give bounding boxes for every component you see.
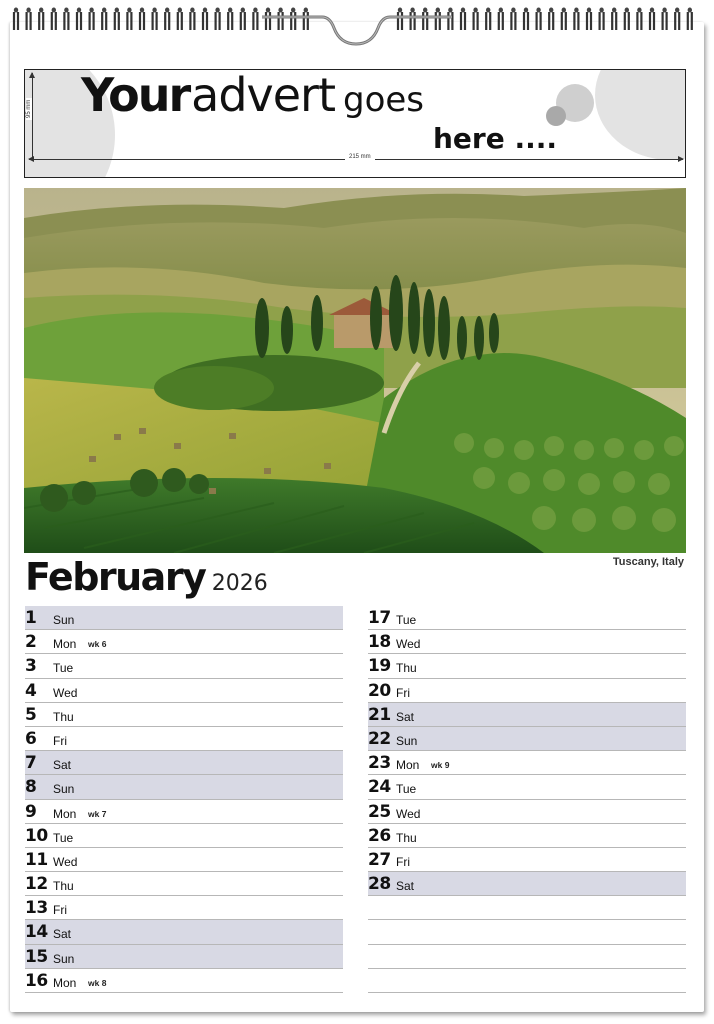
- landscape-photo: [24, 188, 686, 553]
- advert-word-here: here ....: [433, 122, 558, 155]
- height-dimension-line: [32, 73, 33, 159]
- day-row: [368, 654, 686, 678]
- day-row: [25, 775, 343, 799]
- weekday-name: Wed: [53, 854, 78, 869]
- weekday-name: Tue: [53, 661, 74, 676]
- month-name: February: [25, 555, 206, 599]
- weekday-name: Thu: [396, 661, 417, 676]
- day-number: 2: [25, 632, 37, 653]
- day-number: 3: [25, 656, 37, 677]
- advert-placeholder: [24, 69, 686, 178]
- days-column-right: [368, 606, 686, 993]
- day-number: 8: [25, 777, 37, 798]
- day-row: [25, 920, 343, 944]
- day-number: 14: [25, 922, 48, 943]
- day-number: 10: [25, 825, 48, 846]
- day-number: 7: [25, 753, 37, 774]
- day-row: [368, 703, 686, 727]
- day-row: [368, 775, 686, 799]
- day-number: 11: [25, 849, 48, 870]
- day-row: [368, 630, 686, 654]
- day-number: 21: [368, 704, 391, 725]
- day-number: 24: [368, 777, 391, 798]
- blank-row: [368, 945, 686, 969]
- weekday-name: Mon: [396, 758, 420, 773]
- week-number: wk 6: [88, 639, 107, 650]
- days-column-left: [25, 606, 343, 993]
- day-number: 26: [368, 825, 391, 846]
- advert-word-your: Your: [81, 69, 190, 122]
- blank-row: [368, 969, 686, 993]
- day-row: [368, 872, 686, 896]
- advert-word-advert: advert: [191, 69, 335, 122]
- weekday-name: Sun: [53, 613, 75, 627]
- day-number: 6: [25, 728, 37, 749]
- month-year: 2026: [211, 571, 268, 596]
- decorative-circle: [595, 69, 686, 160]
- day-row: [25, 630, 343, 654]
- day-number: 15: [25, 946, 48, 967]
- weekday-name: Mon: [53, 806, 77, 821]
- height-dimension-label: 95 mm: [26, 99, 32, 118]
- weekday-name: Wed: [53, 685, 78, 700]
- wire-binding: [0, 0, 714, 50]
- day-number: 16: [25, 970, 48, 991]
- weekday-name: Fri: [396, 854, 410, 869]
- day-number: 27: [368, 849, 391, 870]
- day-number: 17: [368, 608, 391, 628]
- weekday-name: Sat: [53, 758, 72, 773]
- weekday-name: Wed: [396, 637, 421, 652]
- day-row: [25, 945, 343, 969]
- weekday-name: Sat: [396, 879, 415, 894]
- day-number: 28: [368, 874, 391, 895]
- day-number: 5: [25, 704, 37, 725]
- day-row: [25, 872, 343, 896]
- day-row: [25, 727, 343, 751]
- weekday-name: Mon: [53, 975, 77, 990]
- day-number: 20: [368, 680, 391, 701]
- width-dimension-label: 215 mm: [345, 154, 375, 160]
- day-number: 9: [25, 801, 37, 822]
- day-row: [25, 654, 343, 678]
- week-number: wk 7: [88, 808, 107, 819]
- day-row: [25, 679, 343, 703]
- advert-headline: [81, 69, 424, 122]
- weekday-name: Sat: [53, 927, 72, 942]
- weekday-name: Sun: [53, 951, 75, 966]
- day-number: 4: [25, 680, 37, 701]
- day-number: 19: [368, 656, 391, 677]
- day-row: [25, 824, 343, 848]
- weekday-name: Thu: [53, 709, 74, 724]
- day-row: [25, 703, 343, 727]
- weekday-name: Fri: [396, 685, 410, 700]
- day-row: [25, 969, 343, 993]
- weekday-name: Sun: [53, 782, 75, 797]
- weekday-name: Mon: [53, 637, 77, 652]
- weekday-name: Sat: [396, 709, 415, 724]
- day-number: 23: [368, 753, 391, 774]
- weekday-name: Thu: [53, 879, 74, 894]
- day-row: [368, 679, 686, 703]
- week-number: wk 9: [431, 760, 450, 771]
- weekday-name: Fri: [53, 903, 67, 918]
- advert-word-goes: goes: [342, 80, 424, 120]
- weekday-name: Tue: [396, 613, 417, 627]
- blank-row: [368, 920, 686, 944]
- weekday-name: Sun: [396, 733, 418, 748]
- weekday-name: Fri: [53, 733, 67, 748]
- day-row: [368, 727, 686, 751]
- day-number: 12: [25, 874, 48, 895]
- day-row: [368, 848, 686, 872]
- day-row: [368, 824, 686, 848]
- day-row: [25, 800, 343, 824]
- month-title: [25, 555, 268, 599]
- day-number: 18: [368, 632, 391, 653]
- weekday-name: Wed: [396, 806, 421, 821]
- blank-row: [368, 896, 686, 920]
- day-number: 1: [25, 608, 37, 628]
- day-row: [25, 848, 343, 872]
- day-row: [25, 751, 343, 775]
- photo-caption: Tuscany, Italy: [612, 556, 684, 568]
- weekday-name: Tue: [53, 830, 74, 845]
- day-row: [368, 751, 686, 775]
- day-row: [25, 896, 343, 920]
- day-number: 25: [368, 801, 391, 822]
- weekday-name: Thu: [396, 830, 417, 845]
- day-row: [368, 606, 686, 630]
- week-number: wk 8: [88, 977, 107, 988]
- day-number: 22: [368, 728, 391, 749]
- weekday-name: Tue: [396, 782, 417, 797]
- day-row: [368, 800, 686, 824]
- day-number: 13: [25, 898, 48, 919]
- day-row: [25, 606, 343, 630]
